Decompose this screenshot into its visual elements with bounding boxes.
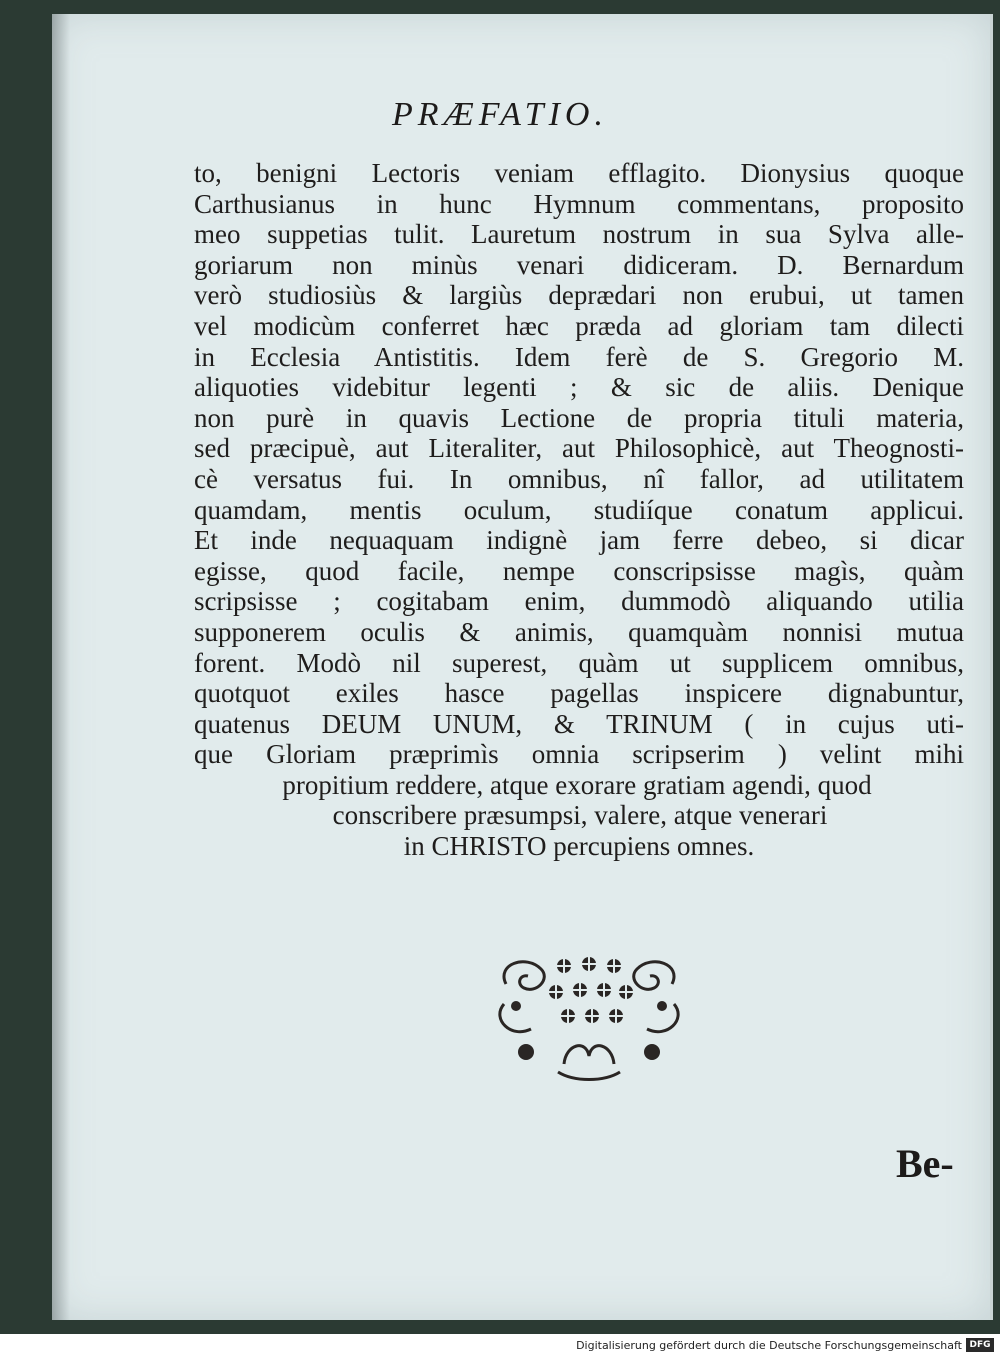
text-line: conscribere præsumpsi, valere, atque venerari: [332, 800, 828, 831]
text-line: quamdam, mentis oculum, studiíque conatum applicui.: [194, 494, 964, 525]
text-line: meo suppetias tulit. Lauretum nostrum in sua Sylva alle-: [194, 219, 964, 250]
text-line: Et inde nequaquam indignè jam ferre debeo, si dicar: [194, 525, 964, 556]
dfg-logo-icon: DFG: [966, 1338, 994, 1352]
text-line: cè versatus fui. In omnibus, nî fallor, ad utilitatem: [194, 463, 964, 494]
digitization-credit: Digitalisierung gefördert durch die Deutsche Forschungsgemeinschaft: [576, 1339, 962, 1352]
text-line: verò studiosiùs & largiùs deprædari non erubui, ut tamen: [194, 280, 964, 311]
text-line: scripsisse ; cogitabam enim, dummodò aliquando utilia: [194, 586, 964, 617]
text-line: quatenus DEUM UNUM, & TRINUM ( in cujus uti-: [194, 708, 964, 739]
text-line: in Ecclesia Antistitis. Idem ferè de S. Gregorio M.: [194, 341, 964, 372]
text-line: in CHRISTO percupiens omnes.: [403, 831, 755, 862]
floral-tailpiece-icon: [486, 944, 692, 1084]
text-line: supponerem oculis & animis, quamquàm nonnisi mutua: [194, 616, 964, 647]
text-line: to, benigni Lectoris veniam efflagito. Dionysius quoque: [194, 158, 964, 188]
text-line: egisse, quod facile, nempe conscripsisse magìs, quàm: [194, 555, 964, 586]
text-line: goriarum non minùs venari didiceram. D. Bernardum: [194, 249, 964, 280]
text-line: vel modicùm conferret hæc præda ad gloriam tam dilecti: [194, 310, 964, 341]
text-line: forent. Modò nil superest, quàm ut supplicem omnibus,: [194, 647, 964, 678]
spine-shadow: [52, 14, 70, 1320]
running-head: PRÆFATIO.: [392, 96, 608, 133]
text-line: Carthusianus in hunc Hymnum commentans, proposito: [194, 188, 964, 219]
text-line: que Gloriam præprimìs omnia scripserim ) velint mihi: [194, 739, 964, 770]
preface-text: [194, 158, 964, 862]
text-line: sed præcipuè, aut Literaliter, aut Philosophicè, aut Theognosti-: [194, 433, 964, 464]
text-line: aliquoties videbitur legenti ; & sic de aliis. Denique: [194, 372, 964, 403]
text-line: non purè in quavis Lectione de propria tituli materia,: [194, 402, 964, 433]
text-line: quotquot exiles hasce pagellas inspicere dignabuntur,: [194, 678, 964, 709]
text-line: propitium reddere, atque exorare gratiam agendi, quod: [282, 769, 872, 800]
catchword: Be-: [896, 1141, 954, 1186]
